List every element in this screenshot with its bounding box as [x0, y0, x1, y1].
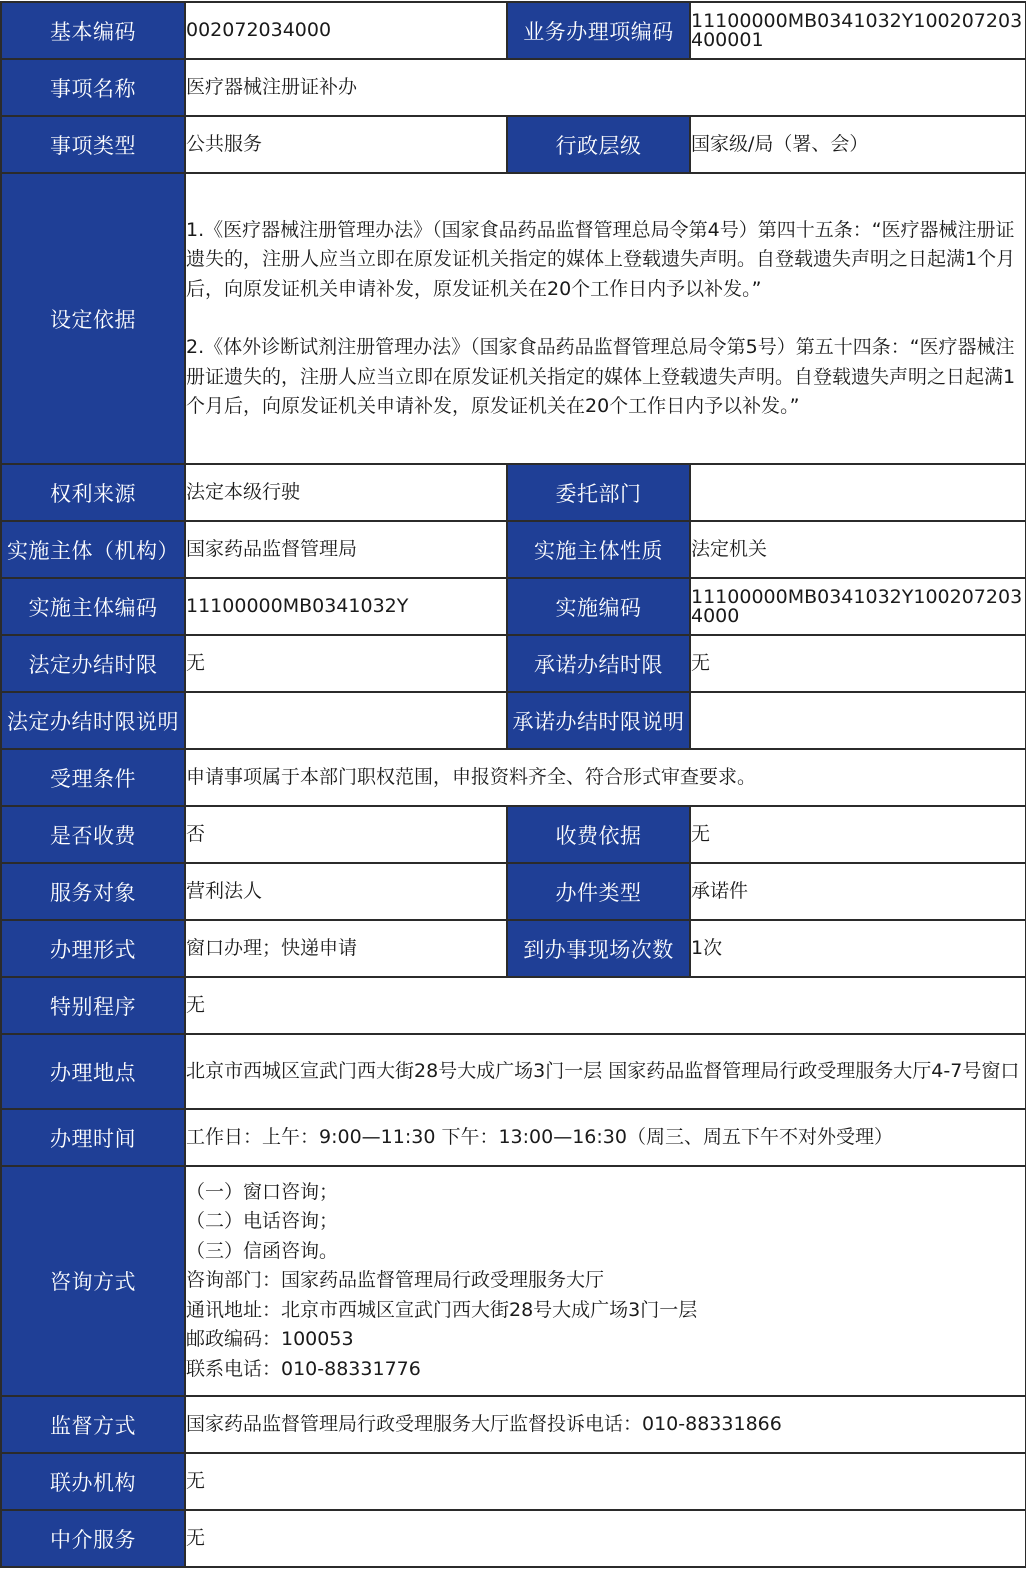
table-row: [1, 1166, 1026, 1396]
consult-dept: 咨询部门：国家药品监督管理局行政受理服务大厅: [186, 1269, 605, 1292]
impl-subject-code-value: 11100000MB0341032Y: [185, 578, 507, 635]
impl-nature-value: 法定机关: [690, 521, 1026, 578]
basis-label: 设定依据: [1, 173, 185, 464]
legal-limit-label: 法定办结时限: [1, 635, 185, 692]
table-row: [1, 578, 1026, 635]
table-row: [1, 521, 1026, 578]
legal-limit-value: 无: [185, 635, 507, 692]
admin-level-label: 行政层级: [507, 116, 690, 173]
admin-level-value: 国家级/局（署、会）: [690, 116, 1026, 173]
consult-line: （二）电话咨询；: [186, 1210, 339, 1233]
basic-code-value: 002072034000: [185, 2, 507, 59]
visits-label: 到办事现场次数: [507, 920, 690, 977]
hours-label: 办理时间: [1, 1109, 185, 1166]
special-proc-value: 无: [185, 977, 1026, 1034]
service-target-value: 营利法人: [185, 863, 507, 920]
joint-org-label: 联办机构: [1, 1453, 185, 1510]
supervision-label: 监督方式: [1, 1396, 185, 1453]
entrusted-dept-label: 委托部门: [507, 464, 690, 521]
table-row: [1, 635, 1026, 692]
case-type-value: 承诺件: [690, 863, 1026, 920]
table-row: [1, 1109, 1026, 1166]
location-value: 北京市西城区宣武门西大街28号大成广场3门一层 国家药品监督管理局行政受理服务大厅4-7号窗口: [185, 1034, 1026, 1109]
item-name-label: 事项名称: [1, 59, 185, 116]
supervision-value: 国家药品监督管理局行政受理服务大厅监督投诉电话：010-88331866: [185, 1396, 1026, 1453]
location-label: 办理地点: [1, 1034, 185, 1109]
table-row: [1, 1510, 1026, 1567]
right-source-label: 权利来源: [1, 464, 185, 521]
case-type-label: 办件类型: [507, 863, 690, 920]
promised-limit-note-label: 承诺办结时限说明: [507, 692, 690, 749]
intermediary-value: 无: [185, 1510, 1026, 1567]
biz-code-label: 业务办理项编码: [507, 2, 690, 59]
special-proc-label: 特别程序: [1, 977, 185, 1034]
acceptance-label: 受理条件: [1, 749, 185, 806]
table-row: [1, 173, 1026, 464]
legal-limit-note-label: 法定办结时限说明: [1, 692, 185, 749]
right-source-value: 法定本级行驶: [185, 464, 507, 521]
biz-code-value: 11100000MB0341032Y100207203400001: [690, 2, 1026, 59]
joint-org-value: 无: [185, 1453, 1026, 1510]
promised-limit-label: 承诺办结时限: [507, 635, 690, 692]
consult-line: （一）窗口咨询；: [186, 1180, 339, 1203]
basis-paragraph-2: 2.《体外诊断试剂注册管理办法》（国家食品药品监督管理总局令第5号）第五十四条：“医疗器械注册证遗失的，注册人应当立即在原发证机关指定的媒体上登载遗失声明。自登载遗失声明之日起满1个月后，向原发证机关申请补发，原发证机关在20个工作日内予以补发。”: [186, 336, 1016, 417]
impl-subject-label: 实施主体（机构）: [1, 521, 185, 578]
consult-value: [185, 1166, 1026, 1396]
promised-limit-note-value: [690, 692, 1026, 749]
table-row: [1, 1453, 1026, 1510]
basic-code-label: 基本编码: [1, 2, 185, 59]
table-row: [1, 977, 1026, 1034]
charged-label: 是否收费: [1, 806, 185, 863]
table-row: [1, 2, 1026, 59]
handle-form-value: 窗口办理；快递申请: [185, 920, 507, 977]
hours-value: 工作日：上午：9:00—11:30 下午：13:00—16:30（周三、周五下午不对外受理）: [185, 1109, 1026, 1166]
consult-address: 通讯地址：北京市西城区宣武门西大街28号大成广场3门一层: [186, 1298, 698, 1321]
legal-limit-note-value: [185, 692, 507, 749]
consult-phone: 联系电话：010-88331776: [186, 1357, 421, 1380]
fee-basis-value: 无: [690, 806, 1026, 863]
table-row: [1, 863, 1026, 920]
handle-form-label: 办理形式: [1, 920, 185, 977]
table-row: [1, 1396, 1026, 1453]
table-row: [1, 692, 1026, 749]
consult-postcode: 邮政编码：100053: [186, 1328, 354, 1351]
impl-subject-code-label: 实施主体编码: [1, 578, 185, 635]
impl-code-label: 实施编码: [507, 578, 690, 635]
fee-basis-label: 收费依据: [507, 806, 690, 863]
table-row: [1, 920, 1026, 977]
service-target-label: 服务对象: [1, 863, 185, 920]
visits-value: 1次: [690, 920, 1026, 977]
table-row: [1, 806, 1026, 863]
impl-nature-label: 实施主体性质: [507, 521, 690, 578]
item-name-value: 医疗器械注册证补办: [185, 59, 1026, 116]
service-item-info-table: [0, 1, 1026, 1568]
intermediary-label: 中介服务: [1, 1510, 185, 1567]
acceptance-value: 申请事项属于本部门职权范围，申报资料齐全、符合形式审查要求。: [185, 749, 1026, 806]
impl-code-value: 11100000MB0341032Y1002072034000: [690, 578, 1026, 635]
promised-limit-value: 无: [690, 635, 1026, 692]
table-row: [1, 1034, 1026, 1109]
consult-line: （三）信函咨询。: [186, 1239, 339, 1262]
impl-subject-value: 国家药品监督管理局: [185, 521, 507, 578]
consult-label: 咨询方式: [1, 1166, 185, 1396]
basis-paragraph-1: 1.《医疗器械注册管理办法》（国家食品药品监督管理总局令第4号）第四十五条：“医疗器械注册证遗失的，注册人应当立即在原发证机关指定的媒体上登载遗失声明。自登载遗失声明之日起满1个月后，向原发证机关申请补发，原发证机关在20个工作日内予以补发。”: [186, 218, 1016, 300]
charged-value: 否: [185, 806, 507, 863]
table-row: [1, 116, 1026, 173]
entrusted-dept-value: [690, 464, 1026, 521]
table-row: [1, 749, 1026, 806]
item-type-label: 事项类型: [1, 116, 185, 173]
table-row: [1, 464, 1026, 521]
basis-value: [185, 173, 1026, 464]
table-row: [1, 59, 1026, 116]
item-type-value: 公共服务: [185, 116, 507, 173]
